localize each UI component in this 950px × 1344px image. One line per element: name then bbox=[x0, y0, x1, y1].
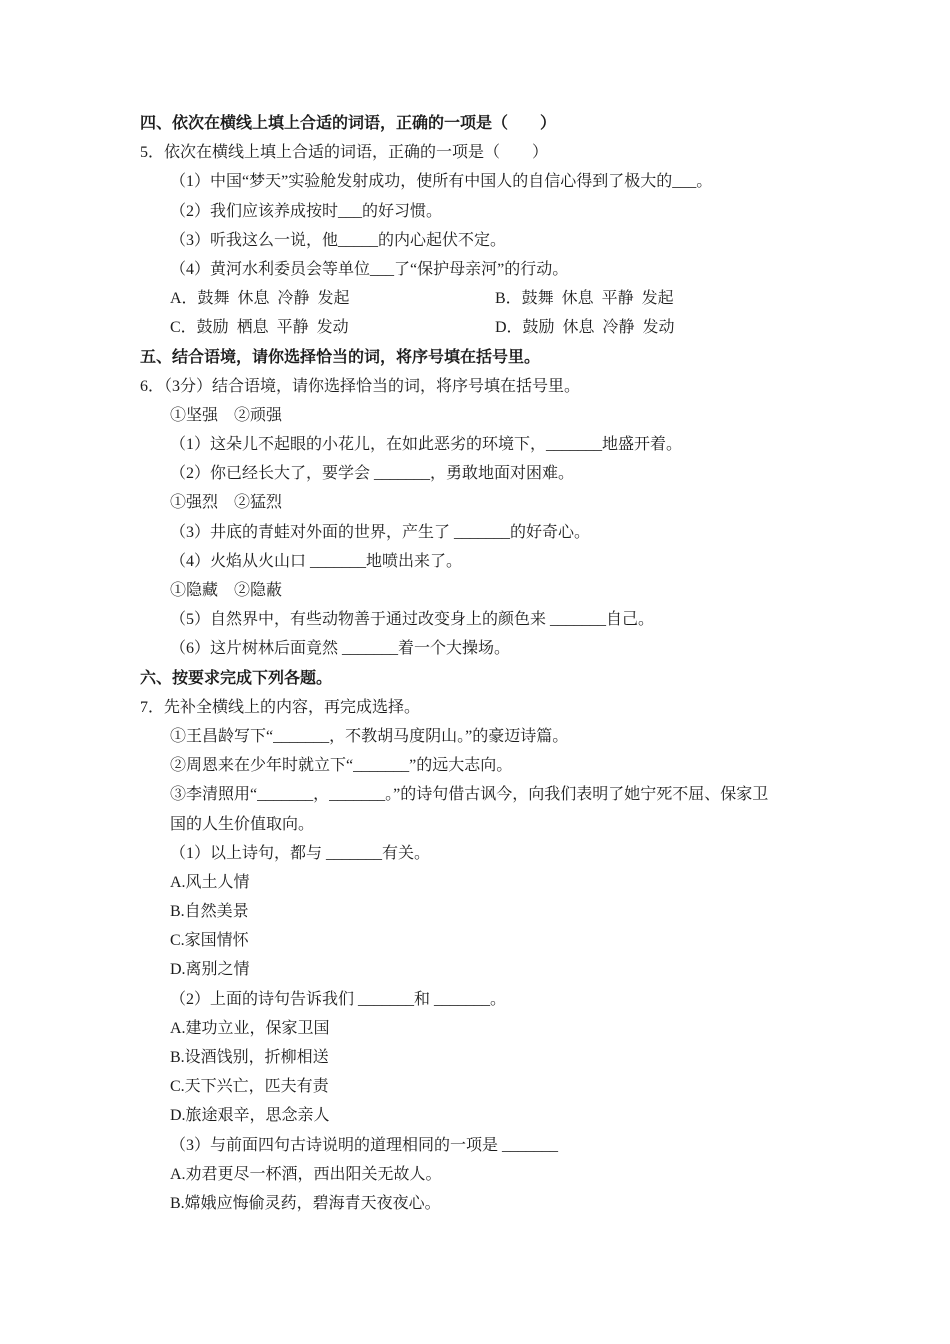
question-7-part-2-option-d: D.旅途艰辛，思念亲人 bbox=[170, 1107, 330, 1125]
question-7-poem-3-wrap: 国的人生价值取向。 bbox=[170, 815, 315, 833]
question-5-part-1: （1）中国“梦天”实验舱发射成功，使所有中国人的自信心得到了极大的___。 bbox=[170, 173, 713, 191]
question-6-wordpair-2: ①强烈 ②猛烈 bbox=[170, 494, 283, 512]
question-7-part-1-option-d: D.离别之情 bbox=[170, 961, 250, 979]
question-5-part-3: （3）听我这么一说，他_____的内心起伏不定。 bbox=[170, 231, 507, 249]
question-7-stem: 7．先补全横线上的内容，再完成选择。 bbox=[140, 698, 421, 716]
section-six bbox=[140, 664, 910, 1219]
question-7-poem-1: ①王昌龄写下“_______，不教胡马度阴山。”的豪迈诗篇。 bbox=[170, 727, 569, 745]
question-6-part-3: （3）井底的青蛙对外面的世界，产生了 _______的好奇心。 bbox=[170, 523, 591, 541]
question-5-options-cd-col2: D．鼓励 休息 冷静 发动 bbox=[495, 319, 675, 337]
section-four-heading: 四、依次在横线上填上合适的词语，正确的一项是（ ） bbox=[140, 115, 557, 132]
question-7-part-1-option-b: B.自然美景 bbox=[170, 903, 249, 921]
question-6-part-6: （6）这片树林后面竟然 _______着一个大操场。 bbox=[170, 640, 511, 658]
section-five-heading: 五、结合语境，请你选择恰当的词，将序号填在括号里。 bbox=[140, 348, 541, 366]
question-7-part-1: （1）以上诗句，都与 _______有关。 bbox=[170, 844, 431, 862]
question-6-stem: 6．（3分）结合语境，请你选择恰当的词，将序号填在括号里。 bbox=[140, 377, 581, 395]
question-5-options-ab-col2: B．鼓舞 休息 平静 发起 bbox=[495, 290, 674, 308]
question-7-part-2: （2）上面的诗句告诉我们 _______和 _______。 bbox=[170, 990, 507, 1008]
question-7-part-2-option-c: C.天下兴亡，匹夫有责 bbox=[170, 1078, 329, 1096]
question-7-part-3-option-b: B.嫦娥应悔偷灵药，碧海青天夜夜心。 bbox=[170, 1194, 441, 1212]
section-six-heading: 六、按要求完成下列各题。 bbox=[140, 669, 333, 687]
question-5-part-2: （2）我们应该养成按时___的好习惯。 bbox=[170, 202, 443, 220]
question-7-part-3-option-a: A.劝君更尽一杯酒，西出阳关无故人。 bbox=[170, 1165, 442, 1183]
section-four bbox=[140, 109, 910, 343]
question-7-part-2-option-b: B.设酒饯别，折柳相送 bbox=[170, 1049, 329, 1066]
question-6-part-1: （1）这朵儿不起眼的小花儿，在如此恶劣的环境下，_______地盛开着。 bbox=[170, 436, 683, 454]
question-7-poem-2: ②周恩来在少年时就立下“_______”的远大志向。 bbox=[170, 757, 513, 775]
question-6-part-4: （4）火焰从火山口 _______地喷出来了。 bbox=[170, 552, 463, 570]
question-7-part-2-option-a: A.建功立业，保家卫国 bbox=[170, 1019, 330, 1037]
question-7-part-1-option-c: C.家国情怀 bbox=[170, 932, 249, 950]
question-7-part-3: （3）与前面四句古诗说明的道理相同的一项是 _______ bbox=[170, 1136, 559, 1154]
question-6-part-2: （2）你已经长大了，要学会 _______，勇敢地面对困难。 bbox=[170, 465, 575, 483]
question-6-wordpair-1: ①坚强 ②顽强 bbox=[170, 406, 283, 424]
question-5-options-cd bbox=[140, 313, 910, 342]
question-5-options-ab bbox=[140, 284, 910, 313]
question-7-part-1-option-a: A.风土人情 bbox=[170, 873, 250, 891]
question-7-poem-3: ③李清照用“_______，_______。”的诗句借古讽今，向我们表明了她宁死不屈、保家卫 bbox=[170, 786, 769, 804]
question-5-options-ab-col1: A．鼓舞 休息 冷静 发起 bbox=[170, 290, 350, 308]
question-6-wordpair-3: ①隐藏 ②隐蔽 bbox=[170, 582, 283, 599]
question-5-stem: 5．依次在横线上填上合适的词语，正确的一项是（ ） bbox=[140, 144, 549, 162]
question-5-options-cd-col1: C．鼓励 栖息 平静 发动 bbox=[170, 319, 349, 337]
question-5-part-4: （4）黄河水利委员会等单位___了“保护母亲河”的行动。 bbox=[170, 260, 569, 278]
question-6-part-5: （5）自然界中，有些动物善于通过改变身上的颜色来 _______自己。 bbox=[170, 611, 655, 629]
section-five bbox=[140, 343, 910, 664]
